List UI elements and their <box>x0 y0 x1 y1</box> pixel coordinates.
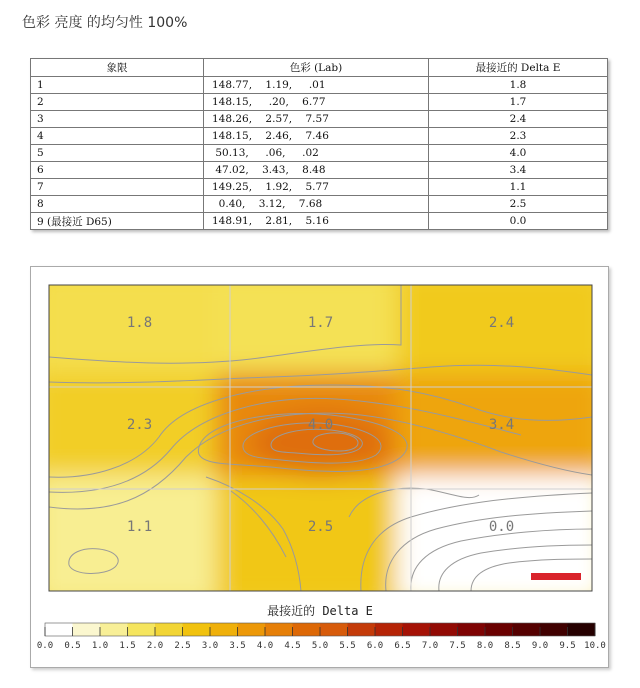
legend-swatch <box>485 623 513 636</box>
cell-quadrant: 9 (最接近 D65) <box>31 213 204 230</box>
legend-tick-label: 6.0 <box>366 641 384 651</box>
cell-quadrant: 4 <box>31 128 204 145</box>
legend-swatch <box>458 623 486 636</box>
header-color-lab: 色彩 (Lab) <box>204 59 429 77</box>
cell-lab: 148.77, 1.19, .01 <box>204 77 429 94</box>
legend-swatch <box>513 623 541 636</box>
legend-tick-label: 5.5 <box>339 641 356 651</box>
legend-swatch <box>293 623 321 636</box>
cell-delta-e: 2.4 <box>429 111 608 128</box>
cell-lab: 149.25, 1.92, 5.77 <box>204 179 429 196</box>
legend-swatch <box>45 623 73 636</box>
legend-tick-label: 0.5 <box>64 641 81 651</box>
legend-swatch <box>100 623 128 636</box>
quadrant-value-label: 1.7 <box>307 315 334 331</box>
header-quadrant: 象限 <box>31 59 204 77</box>
reference-marker <box>531 573 581 580</box>
legend-tick-label: 8.5 <box>504 641 521 651</box>
legend-tick-label: 1.0 <box>91 641 109 651</box>
heatmap-cell <box>35 475 244 605</box>
quadrant-value-label: 2.5 <box>307 519 334 535</box>
quadrant-value-label: 2.3 <box>126 417 153 433</box>
legend-tick-label: 4.0 <box>256 641 274 651</box>
legend-swatch <box>183 623 211 636</box>
cell-quadrant: 5 <box>31 145 204 162</box>
legend-swatch <box>568 623 596 636</box>
legend-tick-label: 2.5 <box>174 641 191 651</box>
cell-lab: 0.40, 3.12, 7.68 <box>204 196 429 213</box>
legend-tick-label: 2.0 <box>146 641 164 651</box>
legend-swatch <box>348 623 376 636</box>
cell-delta-e: 0.0 <box>429 213 608 230</box>
legend-swatch <box>265 623 293 636</box>
legend-tick-label: 0.0 <box>36 641 54 651</box>
table-row <box>31 111 608 128</box>
legend-tick-label: 1.5 <box>119 641 136 651</box>
legend-tick-label: 7.5 <box>449 641 466 651</box>
legend-swatch <box>403 623 431 636</box>
cell-delta-e: 2.5 <box>429 196 608 213</box>
cell-delta-e: 3.4 <box>429 162 608 179</box>
cell-quadrant: 1 <box>31 77 204 94</box>
quadrant-value-label: 0.0 <box>488 519 515 535</box>
page-title: 色彩 亮度 的均匀性 100% <box>22 15 188 31</box>
legend-swatch <box>375 623 403 636</box>
quadrant-value-label: 1.8 <box>126 315 153 331</box>
legend-tick-label: 7.0 <box>421 641 439 651</box>
table-row <box>31 94 608 111</box>
legend-tick-label: 8.0 <box>476 641 494 651</box>
table-row <box>31 179 608 196</box>
legend-tick-label: 4.5 <box>284 641 301 651</box>
cell-lab: 148.26, 2.57, 7.57 <box>204 111 429 128</box>
legend-swatch <box>210 623 238 636</box>
table-row <box>31 196 608 213</box>
quadrant-value-label: 4.0 <box>307 417 334 433</box>
legend-swatch <box>128 623 156 636</box>
table-row <box>31 162 608 179</box>
table-row <box>31 128 608 145</box>
quadrant-value-label: 1.1 <box>126 519 153 535</box>
cell-lab: 47.02, 3.43, 8.48 <box>204 162 429 179</box>
cell-lab: 148.91, 2.81, 5.16 <box>204 213 429 230</box>
uniformity-chart <box>30 266 609 668</box>
cell-quadrant: 7 <box>31 179 204 196</box>
data-table <box>30 58 608 230</box>
table-row <box>31 77 608 94</box>
legend-tick-label: 3.0 <box>201 641 219 651</box>
legend-swatch <box>430 623 458 636</box>
table-row <box>31 213 608 230</box>
legend-tick-label: 9.5 <box>559 641 576 651</box>
header-delta-e: 最接近的 Delta E <box>429 59 608 77</box>
uniformity-chart-svg <box>31 267 608 667</box>
legend-tick-label: 9.0 <box>531 641 549 651</box>
quadrant-value-label: 3.4 <box>488 417 515 433</box>
cell-delta-e: 1.8 <box>429 77 608 94</box>
cell-lab: 148.15, 2.46, 7.46 <box>204 128 429 145</box>
cell-delta-e: 1.7 <box>429 94 608 111</box>
cell-delta-e: 1.1 <box>429 179 608 196</box>
heatmap-min <box>449 526 608 606</box>
table-header-row <box>31 59 608 77</box>
legend-tick-label: 5.0 <box>311 641 329 651</box>
legend-tick-label: 6.5 <box>394 641 411 651</box>
legend-swatch <box>155 623 183 636</box>
heatmap-cell <box>216 475 425 605</box>
cell-quadrant: 6 <box>31 162 204 179</box>
legend-tick-label: 3.5 <box>229 641 246 651</box>
legend-title: 最接近的 Delta E <box>267 604 373 618</box>
cell-delta-e: 2.3 <box>429 128 608 145</box>
legend-swatch <box>73 623 101 636</box>
legend-tick-label: 10.0 <box>584 641 606 651</box>
cell-quadrant: 2 <box>31 94 204 111</box>
legend-swatch <box>320 623 348 636</box>
cell-quadrant: 8 <box>31 196 204 213</box>
cell-lab: 148.15, .20, 6.77 <box>204 94 429 111</box>
cell-lab: 50.13, .06, .02 <box>204 145 429 162</box>
legend-swatch <box>540 623 568 636</box>
table-row <box>31 145 608 162</box>
legend-swatch <box>238 623 266 636</box>
quadrant-value-label: 2.4 <box>488 315 515 331</box>
color-legend <box>37 623 606 651</box>
cell-quadrant: 3 <box>31 111 204 128</box>
cell-delta-e: 4.0 <box>429 145 608 162</box>
